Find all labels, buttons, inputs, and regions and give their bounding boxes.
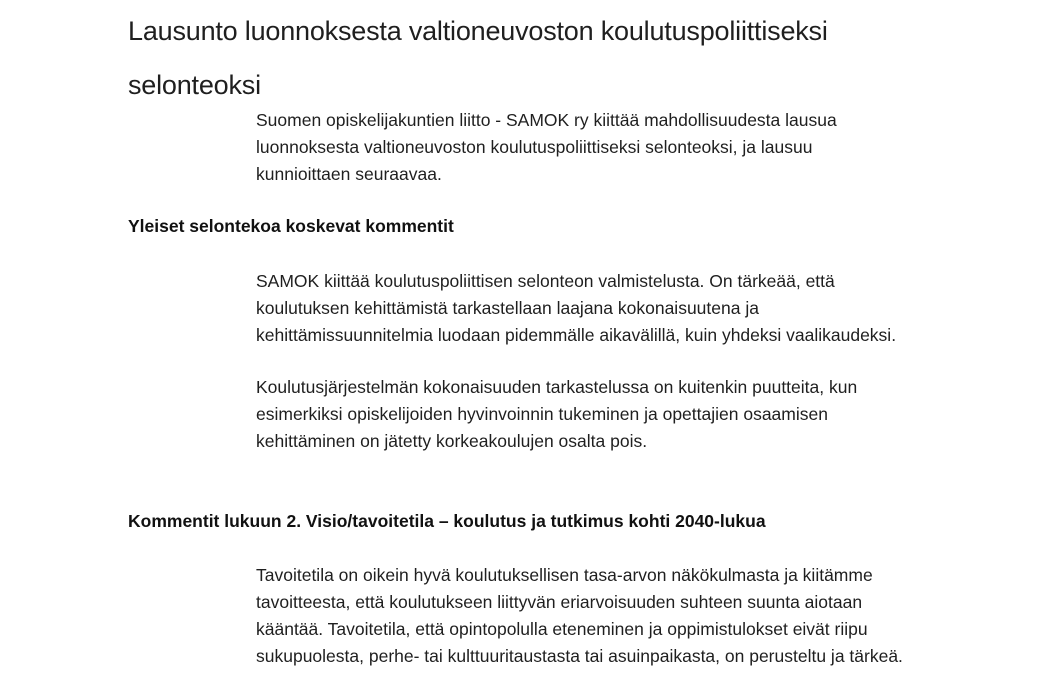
vision-p1-line-4: sukupuolesta, perhe- tai kulttuuritaustasta tai asuinpaikasta, on perusteltu ja tärkeä. (256, 646, 903, 666)
vision-p1-line-2: tavoitteesta, että koulutukseen liittyvän eriarvoisuuden suhteen suunta aiotaan (256, 592, 863, 612)
section-heading-vision: Kommentit lukuun 2. Visio/tavoitetila – koulutus ja tutkimus kohti 2040-lukua (128, 511, 766, 531)
intro-line-3: kunnioittaen seuraavaa. (256, 164, 442, 184)
intro-line-2: luonnoksesta valtioneuvoston koulutuspoliittiseksi selonteoksi, ja lausuu (256, 137, 813, 157)
vision-p1-line-3: kääntää. Tavoitetila, että opintopolulla eteneminen ja oppimistulokset eivät riipu (256, 619, 868, 639)
general-paragraph-2 (256, 374, 976, 455)
general-p2-line-2: esimerkiksi opiskelijoiden hyvinvoinnin tukeminen ja opettajien osaamisen (256, 404, 828, 424)
document-title (128, 4, 988, 112)
general-p1-line-1: SAMOK kiittää koulutuspoliittisen selonteon valmistelusta. On tärkeää, että (256, 271, 835, 291)
general-paragraph-1 (256, 268, 976, 349)
general-p2-line-1: Koulutusjärjestelmän kokonaisuuden tarkastelussa on kuitenkin puutteita, kun (256, 377, 858, 397)
title-line-1: Lausunto luonnoksesta valtioneuvoston koulutuspoliittiseksi (128, 16, 828, 46)
section-heading-general: Yleiset selontekoa koskevat kommentit (128, 216, 454, 236)
title-line-2: selonteoksi (128, 70, 261, 100)
intro-paragraph (256, 107, 976, 188)
general-p2-line-3: kehittäminen on jätetty korkeakoulujen osalta pois. (256, 431, 648, 451)
general-p1-line-2: koulutuksen kehittämistä tarkastellaan laajana kokonaisuutena ja (256, 298, 759, 318)
intro-line-1: Suomen opiskelijakuntien liitto - SAMOK ry kiittää mahdollisuudesta lausua (256, 110, 837, 130)
general-p1-line-3: kehittämissuunnitelmia luodaan pidemmälle aikavälillä, kuin yhdeksi vaalikaudeksi. (256, 325, 897, 345)
vision-p1-line-1: Tavoitetila on oikein hyvä koulutuksellisen tasa-arvon näkökulmasta ja kiitämme (256, 565, 873, 585)
vision-paragraph-1 (256, 562, 976, 670)
